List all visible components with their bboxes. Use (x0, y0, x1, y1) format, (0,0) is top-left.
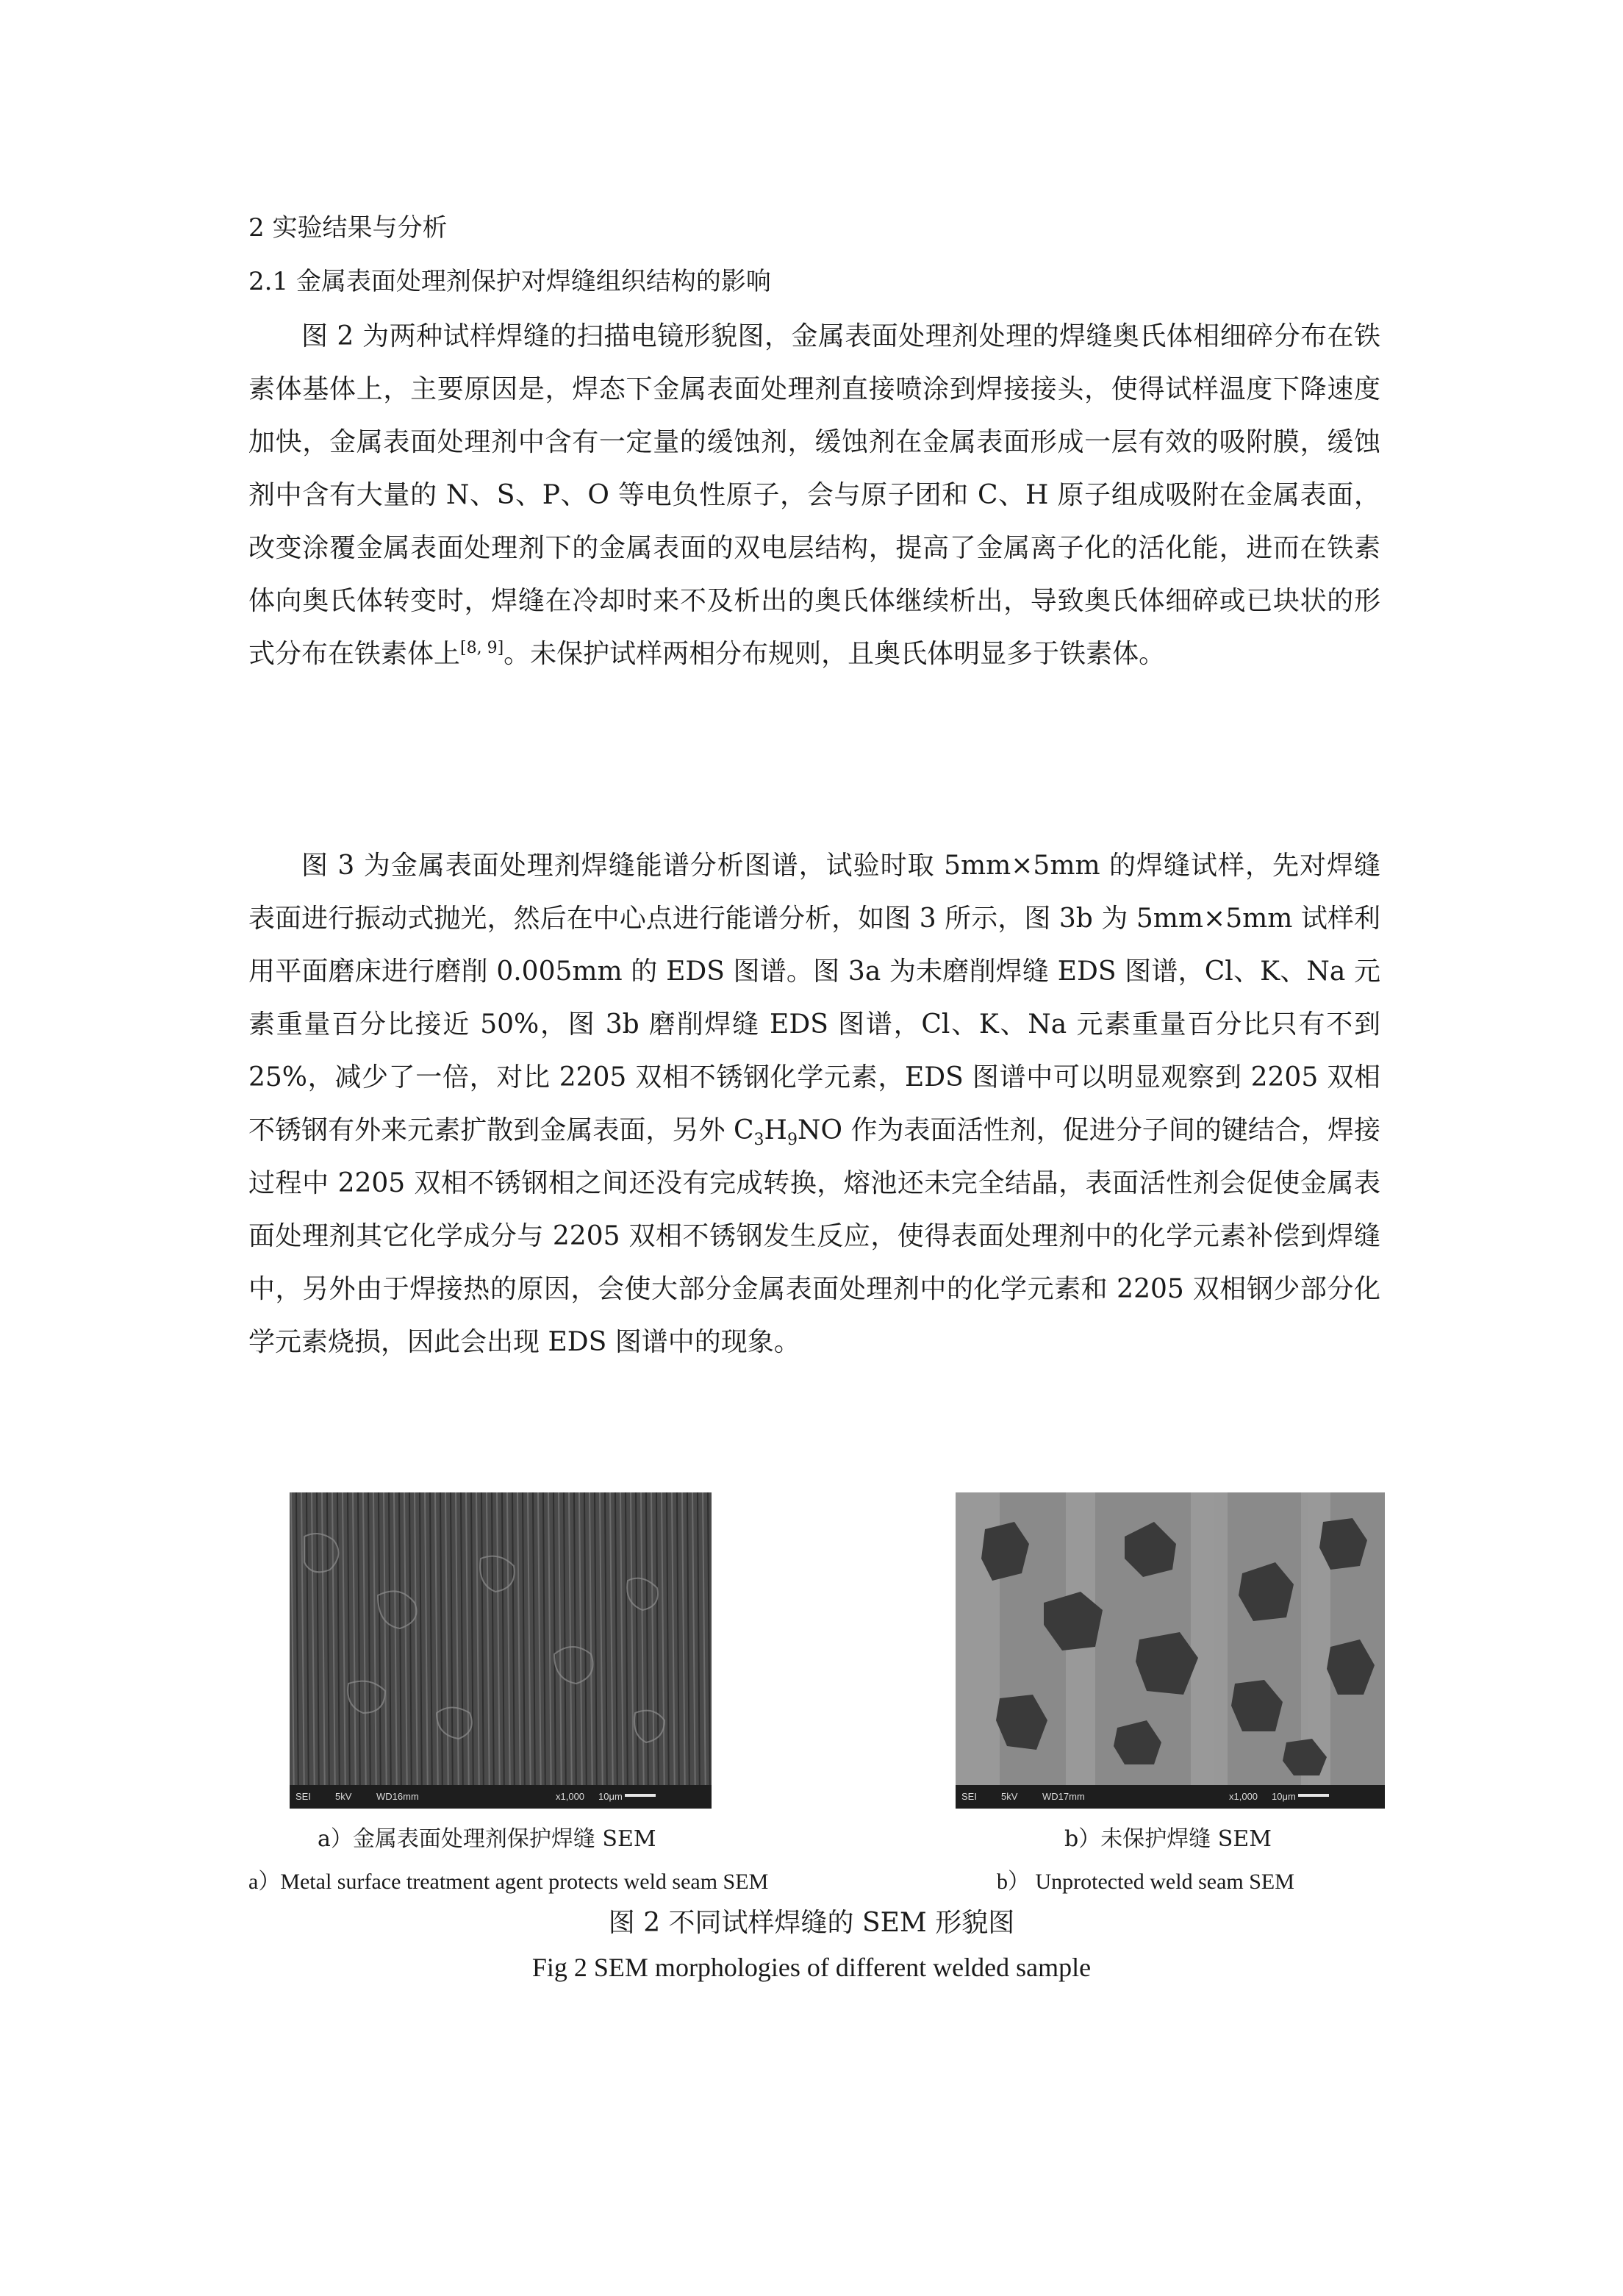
databar-scale-label: 10μm (598, 1791, 623, 1802)
databar-sei: SEI (295, 1791, 311, 1802)
databar-sei: SEI (961, 1791, 977, 1802)
subfigure-a-caption-zh: a）金属表面处理剂保护焊缝 SEM (318, 1826, 656, 1852)
figure-caption-zh: 图 2 不同试样焊缝的 SEM 形貌图 (608, 1908, 1015, 1938)
formula-subscript: 9 (787, 1131, 798, 1150)
databar-kv: 5kV (335, 1791, 352, 1802)
subfigure-b-caption-zh: b）未保护焊缝 SEM (1064, 1826, 1272, 1852)
databar-wd: WD17mm (1042, 1791, 1085, 1802)
para2-text: 图 3 为金属表面处理剂焊缝能谱分析图谱，试验时取 5mm×5mm 的焊缝试样，先对焊缝表面进行振动式抛光，然后在中心点进行能谱分析，如图 3 所示，图 3b 为 5mm×5mm 试样利用平面磨床进行磨削 0.005mm 的 EDS 图谱。图 3a 为未磨削焊缝 EDS 图谱，Cl、K、Na 元素重量百分比接近 50%，图 3b 磨削焊缝 EDS 图谱，Cl、K、Na 元素重量百分比只有不到 25%，减少了一倍，对比 2205 双相不锈钢化学元素，EDS 图谱中可以明显观察到 2205 双相不锈钢有外来元素扩散到金属表面，另外 C (248, 851, 1380, 1145)
citation: [8, 9] (460, 639, 504, 657)
databar-kv: 5kV (1001, 1791, 1018, 1802)
databar-wd: WD16mm (376, 1791, 419, 1802)
scale-bar (1298, 1794, 1329, 1797)
para2-text-end: NO 作为表面活性剂，促进分子间的键结合，焊接过程中 2205 双相不锈钢相之间还没有完成转换，熔池还未完全结晶，表面活性剂会促使金属表面处理剂其它化学成分与 2205 双相不锈钢发生反应，使得表面处理剂中的化学元素补偿到焊缝中，另外由于焊接热的原因，会使大部分金属表面处理剂中的化学元素和 2205 双相钢少部分化学元素烧损，因此会出现 EDS 图谱中的现象。 (248, 1115, 1380, 1357)
scale-bar (625, 1794, 656, 1797)
sem-image-left (290, 1492, 712, 1809)
para1-text: 图 2 为两种试样焊缝的扫描电镜形貌图，金属表面处理剂处理的焊缝奥氏体相细碎分布在铁素体基体上，主要原因是，焊态下金属表面处理剂直接喷涂到焊接接头，使得试样温度下降速度加快，金属表面处理剂中含有一定量的缓蚀剂，缓蚀剂在金属表面形成一层有效的吸附膜，缓蚀剂中含有大量的 N、S、P、O 等电负性原子，会与原子团和 C、H 原子组成吸附在金属表面，改变涂覆金属表面处理剂下的金属表面的双电层结构，提高了金属离子化的活化能，进而在铁素体向奥氏体转变时，焊缝在冷却时来不及析出的奥氏体继续析出，导致奥氏体细碎或已块状的形式分布在铁素体上 (248, 321, 1380, 669)
subsection-heading: 2.1 金属表面处理剂保护对焊缝组织结构的影响 (248, 267, 771, 296)
subfigure-b-caption-en: b） Unprotected weld seam SEM (997, 1870, 1294, 1894)
subfigure-a-caption-en: a）Metal surface treatment agent protects weld seam SEM (248, 1870, 769, 1894)
databar-scale-label: 10μm (1272, 1791, 1296, 1802)
sem-image-right (956, 1492, 1385, 1809)
formula-element: H (764, 1115, 787, 1145)
paragraph-1 (248, 310, 1380, 681)
databar-mag: x1,000 (556, 1791, 585, 1802)
formula-subscript: 3 (753, 1131, 764, 1150)
databar-mag: x1,000 (1229, 1791, 1258, 1802)
figure-caption-en: Fig 2 SEM morphologies of different welded sample (531, 1953, 1092, 1982)
paragraph-2 (248, 840, 1380, 1369)
section-heading: 2 实验结果与分析 (248, 213, 448, 243)
para1-text-end: 。未保护试样两相分布规则，且奥氏体明显多于铁素体。 (504, 639, 1166, 669)
